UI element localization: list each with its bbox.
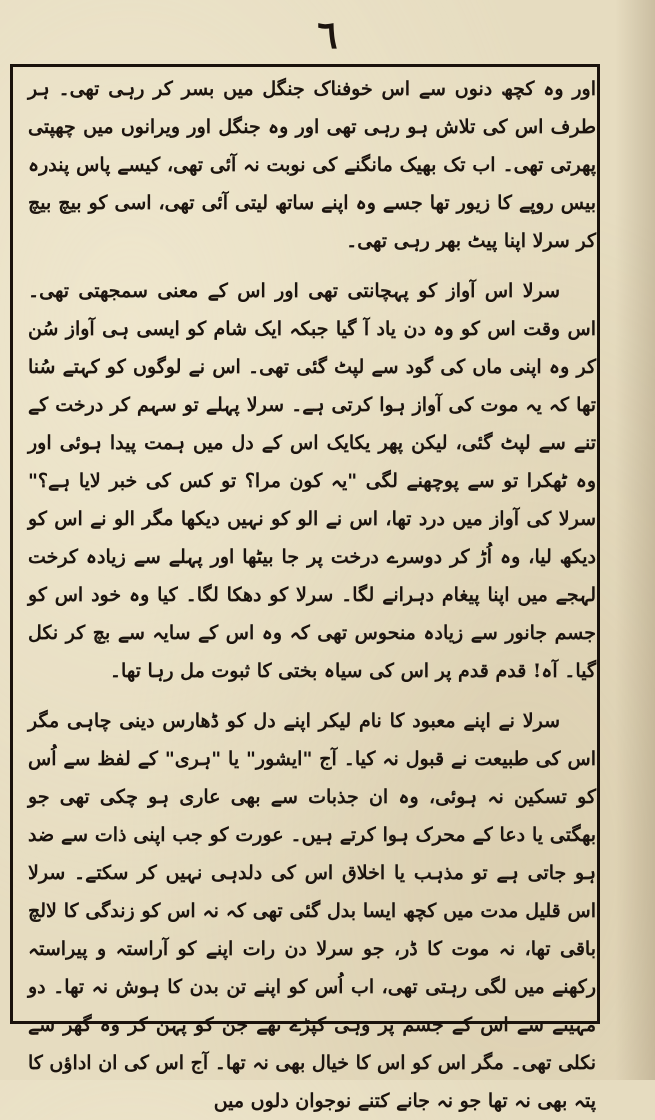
paragraph-3: سرلا نے اپنے معبود کا نام لیکر اپنے دل کو ڈھارس دینی چاہی مگر اس کی طبیعت نے قبول نہ کیا۔ آج "ایشور" یا "ہری" کے لفظ سے اُس کو تسکین نہ ہوئی، وہ ان جذبات سے بھی عاری ہو چکی تھی جو بھگتی یا دعا کے محرک ہوا کرتے ہیں۔ عورت کو جب اپنی ذات سے ضد ہو جاتی ہے تو مذہب یا اخلاق اس کی دلدہی نہیں کر سکتے۔ سرلا اس قلیل مدت میں کچھ ایسا بدل گئی تھی کہ نہ اس کو زندگی کا لالچ باقی تھا، نہ موت کا ڈر، جو سرلا دن رات اپنے کو آراستہ و پیراستہ رکھنے میں لگی رہتی تھی، اب اُس کو اپنے تن بدن کا ہوش نہ تھا۔ دو مہینے سے اس کے جسم پر وہی کپڑے تھے جن کو پہن کر وہ گھر سے نکلی تھی۔ مگر اس کو اس کا خیال بھی نہ تھا۔ آج اس کی ان اداؤں کا پتہ بھی نہ تھا جو نہ جانے کتنے نوجوان دلوں میں	[27, 710, 596, 1112]
page-number: ٦	[317, 12, 338, 57]
paragraph-1: اور وہ کچھ دنوں سے اس خوفناک جنگل میں بسر کر رہی تھی۔ ہر طرف اس کی تلاش ہو رہی تھی اور وہ جنگل اور ویرانوں میں چھپتی پھرتی تھی۔ اب تک بھیک مانگنے کی نوبت نہ آئی تھی، کیسے پاس پندرہ بیس روپے کا زیور تھا جسے وہ اپنے ساتھ لیتی آئی تھی، اسی کو بیچ بیچ کر سرلا اپنا پیٹ بھر رہی تھی۔	[28, 78, 596, 252]
urdu-text-body	[27, 70, 596, 1112]
book-gutter-shadow	[615, 0, 655, 1080]
paragraph-2: سرلا اس آواز کو پہچانتی تھی اور اس کے معنی سمجھتی تھی۔ اس وقت اس کو وہ دن یاد آ گیا جبکہ ایک شام کو ایسی ہی آواز سُن کر وہ اپنی ماں کی گود سے لپٹ گئی تھی۔ اس نے لوگوں کو کہتے سُنا تھا کہ یہ موت کی آواز ہوا کرتی ہے۔ سرلا پہلے تو سہم کر درخت کے تنے سے لپٹ گئی، لیکن پھر یکایک اس کے دل میں ہمت پیدا ہوئی اور وہ ٹھکرا تو سے پوچھنے لگی "یہ کون مرا؟ تو کس کی خبر لایا ہے؟" سرلا کی آواز میں درد تھا، اس نے الو کو نہیں دیکھا مگر الو نے اس کو دیکھ لیا، وہ اُڑ کر دوسرے درخت پر جا بیٹھا اور پہلے سے زیادہ کرخت لہجے میں اپنا پیغام دہرانے لگا۔ سرلا کو دھکا لگا۔ کیا وہ خود اس کو جسم جانور سے زیادہ منحوس تھی کہ وہ اس کے سایہ سے بچ کر نکل گیا۔ آہ! قدم قدم پر اس کی سیاہ بختی کا ثبوت مل رہا تھا۔	[28, 280, 596, 682]
